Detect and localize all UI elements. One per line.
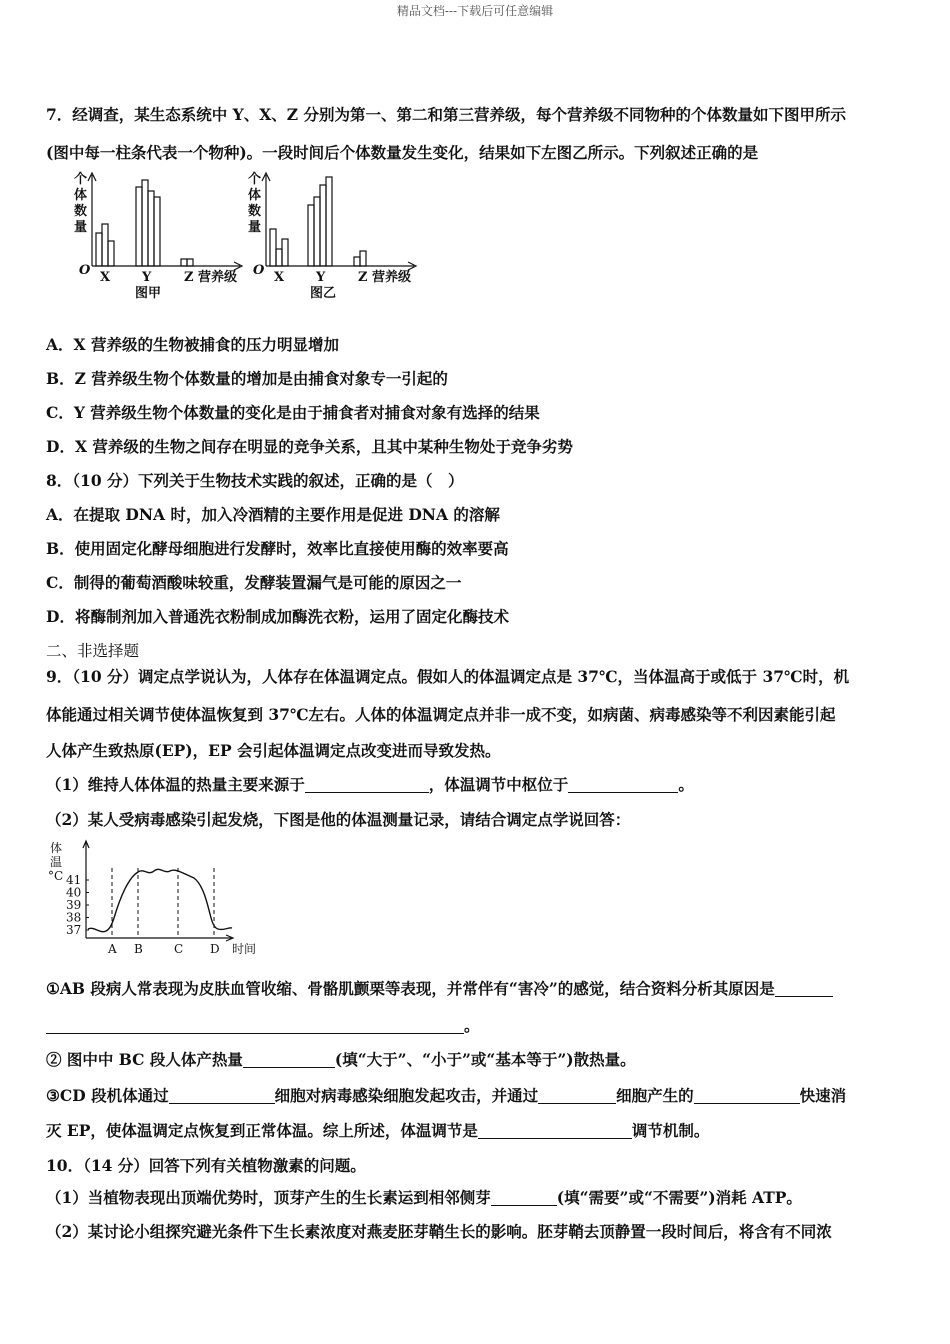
q9-s3-text-a: ③CD 段机体通过 (46, 1086, 169, 1105)
jia-bar-z1 (181, 259, 187, 266)
jia-origin: O (79, 263, 91, 278)
chart-xlabel: 时间 (232, 942, 257, 956)
q9-s3-text-d: 快速消 (799, 1086, 847, 1105)
temperature-chart (44, 838, 264, 963)
yi-bar-y1 (308, 205, 314, 266)
q9-s3-continued (46, 1119, 709, 1141)
q9-blank-reason-2[interactable] (46, 1018, 464, 1035)
ytick-label-41: 41 (66, 873, 82, 887)
yi-bar-x3 (282, 239, 288, 266)
ytick-label-39: 39 (66, 898, 82, 912)
q10-part2: （2）某讨论小组探究避光条件下生长素浓度对燕麦胚芽鞘生长的影响。胚芽鞘去顶静置一段时间后，将含有不同浓 (46, 1222, 832, 1241)
jia-bar-x3 (108, 241, 114, 266)
ytick-label-40: 40 (66, 885, 82, 900)
yi-ylabel-3: 数 (248, 204, 262, 219)
jia-ylabel-4: 量 (74, 220, 88, 235)
temperature-curve (88, 869, 232, 931)
q9-s3-text-c: 细胞产生的 (616, 1086, 694, 1105)
jia-bar-z2 (187, 259, 193, 266)
jia-xlabel-x: X (100, 270, 111, 285)
q10-part1-text-b: (填“需要”或“不需要”)消耗 ATP。 (556, 1188, 802, 1207)
q9-stem-line3: 人体产生致热原(EP)，EP 会引起体温调定点改变进而导致发热。 (46, 741, 501, 760)
q10-stem: 10．（14 分）回答下列有关植物激素的问题。 (46, 1156, 366, 1175)
jia-bar-x1 (96, 233, 102, 266)
q10-blank-atp[interactable] (491, 1190, 557, 1207)
q10-part1-text-a: （1）当植物表现出顶端优势时，顶芽产生的生长素运到相邻侧芽 (46, 1188, 491, 1207)
q9-blank-reason-1[interactable] (775, 981, 833, 998)
jia-xlabel-z: Z 营养级 (184, 270, 238, 285)
q8-option-a: A．在提取 DNA 时，加入冷酒精的主要作用是促进 DNA 的溶解 (46, 505, 500, 524)
xtick-label-B: B (134, 942, 143, 956)
yi-bar-y2 (314, 197, 320, 266)
yi-ylabel-1: 个 (248, 172, 262, 187)
q9-blank-heat-compare[interactable] (243, 1052, 335, 1069)
q9-stem-line2: 体能通过相关调节使体温恢复到 37℃左右。人体的体温调定点并非一成不变，如病菌、病毒感染等不利因素能引起 (46, 705, 836, 724)
yi-xlabel-z: Z 营养级 (358, 270, 412, 285)
q7-option-a: A．X 营养级的生物被捕食的压力明显增加 (46, 335, 339, 354)
jia-caption: 图甲 (135, 286, 162, 301)
yi-caption: 图乙 (310, 286, 337, 301)
q7-stem-line2: (图中每一柱条代表一个物种)。一段时间后个体数量发生变化，结果如下左图乙所示。下列叙述正确的是 (46, 143, 759, 162)
xtick-label-A: A (108, 942, 117, 956)
q8-stem: 8．（10 分）下列关于生物技术实践的叙述，正确的是（ ） (46, 471, 464, 490)
chart-ylabel-1: 体 (50, 841, 63, 855)
q9-part1 (46, 773, 694, 795)
yi-origin: O (253, 263, 265, 278)
yi-xlabel-y: Y (316, 270, 326, 285)
jia-bar-y3 (148, 191, 154, 266)
q9-s1 (46, 977, 833, 999)
jia-bar-x2 (102, 224, 108, 266)
q9-part1-text-a: （1）维持人体体温的热量主要来源于 (46, 775, 305, 794)
jia-ylabel-1: 个 (74, 172, 88, 187)
ytick-label-38: 38 (66, 910, 82, 925)
q7-figure (60, 165, 440, 315)
jia-bar-y4 (154, 197, 160, 266)
jia-bar-y2 (142, 180, 148, 266)
q9-s3 (46, 1084, 846, 1106)
q9-blank-substance[interactable] (694, 1088, 800, 1105)
q9-s1-end: 。 (464, 1016, 480, 1035)
q9-s3-text-b: 细胞对病毒感染细胞发起攻击，并通过 (274, 1086, 539, 1105)
q9-blank-cell-2[interactable] (538, 1088, 616, 1105)
q9-blank-cell-1[interactable] (169, 1088, 275, 1105)
q9-s1-continued (46, 1014, 480, 1036)
q9-part1-text-c: 。 (678, 775, 694, 794)
jia-ylabel-2: 体 (74, 188, 88, 203)
q9-s3-text-e: 灭 EP，使体温调定点恢复到正常体温。综上所述，体温调节是 (46, 1121, 478, 1140)
jia-ylabel-3: 数 (74, 204, 88, 219)
yi-ylabel-4: 量 (248, 220, 262, 235)
jia-xlabel-y: Y (142, 270, 152, 285)
q8-option-d: D．将酶制剂加入普通洗衣粉制成加酶洗衣粉，运用了固定化酶技术 (46, 607, 509, 626)
q8-option-b: B．使用固定化酵母细胞进行发酵时，效率比直接使用酶的效率要高 (46, 539, 509, 558)
q7-option-c: C．Y 营养级生物个体数量的变化是由于捕食者对捕食对象有选择的结果 (46, 403, 540, 422)
q7-option-d: D．X 营养级的生物之间存在明显的竞争关系，且其中某种生物处于竞争劣势 (46, 437, 573, 456)
section-heading: 二、非选择题 (46, 642, 140, 660)
figure-jia (88, 173, 242, 270)
yi-bar-y4 (326, 177, 332, 266)
q9-blank-mechanism[interactable] (478, 1123, 632, 1140)
yi-ylabel-2: 体 (248, 188, 262, 203)
yi-bar-y3 (320, 185, 326, 266)
q9-stem-line1: 9．（10 分）调定点学说认为，人体存在体温调定点。假如人的体温调定点是 37℃，当体温高于或低于 37℃时，机 (46, 667, 850, 686)
q9-part2: （2）某人受病毒感染引起发烧，下图是他的体温测量记录，请结合调定点学说回答： (46, 810, 631, 829)
q9-part1-text-b: ，体温调节中枢位于 (428, 775, 569, 794)
q9-s2-text-b: (填“大于”、“小于”或“基本等于”)散热量。 (334, 1050, 636, 1069)
q9-s2 (46, 1048, 636, 1070)
yi-bar-x2 (276, 249, 282, 266)
chart-ylabel-3: °C (48, 869, 64, 883)
page-header: 精品文档---下载后可任意编辑 (396, 4, 554, 18)
q8-option-c: C．制得的葡萄酒酸味较重，发酵装置漏气是可能的原因之一 (46, 573, 462, 592)
xtick-label-D: D (210, 942, 220, 956)
q9-blank-center[interactable] (568, 777, 678, 794)
ytick-label-37: 37 (66, 923, 82, 937)
q7-stem-line1: 7．经调查，某生态系统中 Y、X、Z 分别为第一、第二和第三营养级，每个营养级不同物种的个体数量如下图甲所示 (46, 105, 846, 124)
q7-option-b: B．Z 营养级生物个体数量的增加是由捕食对象专一引起的 (46, 369, 448, 388)
figure-yi (262, 173, 416, 270)
q9-s2-text-a: ② 图中中 BC 段人体产热量 (46, 1050, 243, 1069)
q9-s3-text-f: 调节机制。 (631, 1121, 710, 1140)
q9-blank-heat-source[interactable] (305, 777, 429, 794)
yi-bar-x1 (270, 229, 276, 266)
q10-part1 (46, 1186, 802, 1208)
yi-bar-z1 (354, 257, 360, 266)
xtick-label-C: C (174, 942, 184, 956)
q9-s1-text: ①AB 段病人常表现为皮肤血管收缩、骨骼肌颤栗等表现，并常伴有“害冷”的感觉，结合资料分析其原因是 (46, 979, 775, 998)
jia-bar-y1 (136, 187, 142, 266)
chart-ylabel-2: 温 (50, 855, 63, 869)
yi-xlabel-x: X (274, 270, 285, 285)
yi-bar-z2 (360, 251, 366, 266)
